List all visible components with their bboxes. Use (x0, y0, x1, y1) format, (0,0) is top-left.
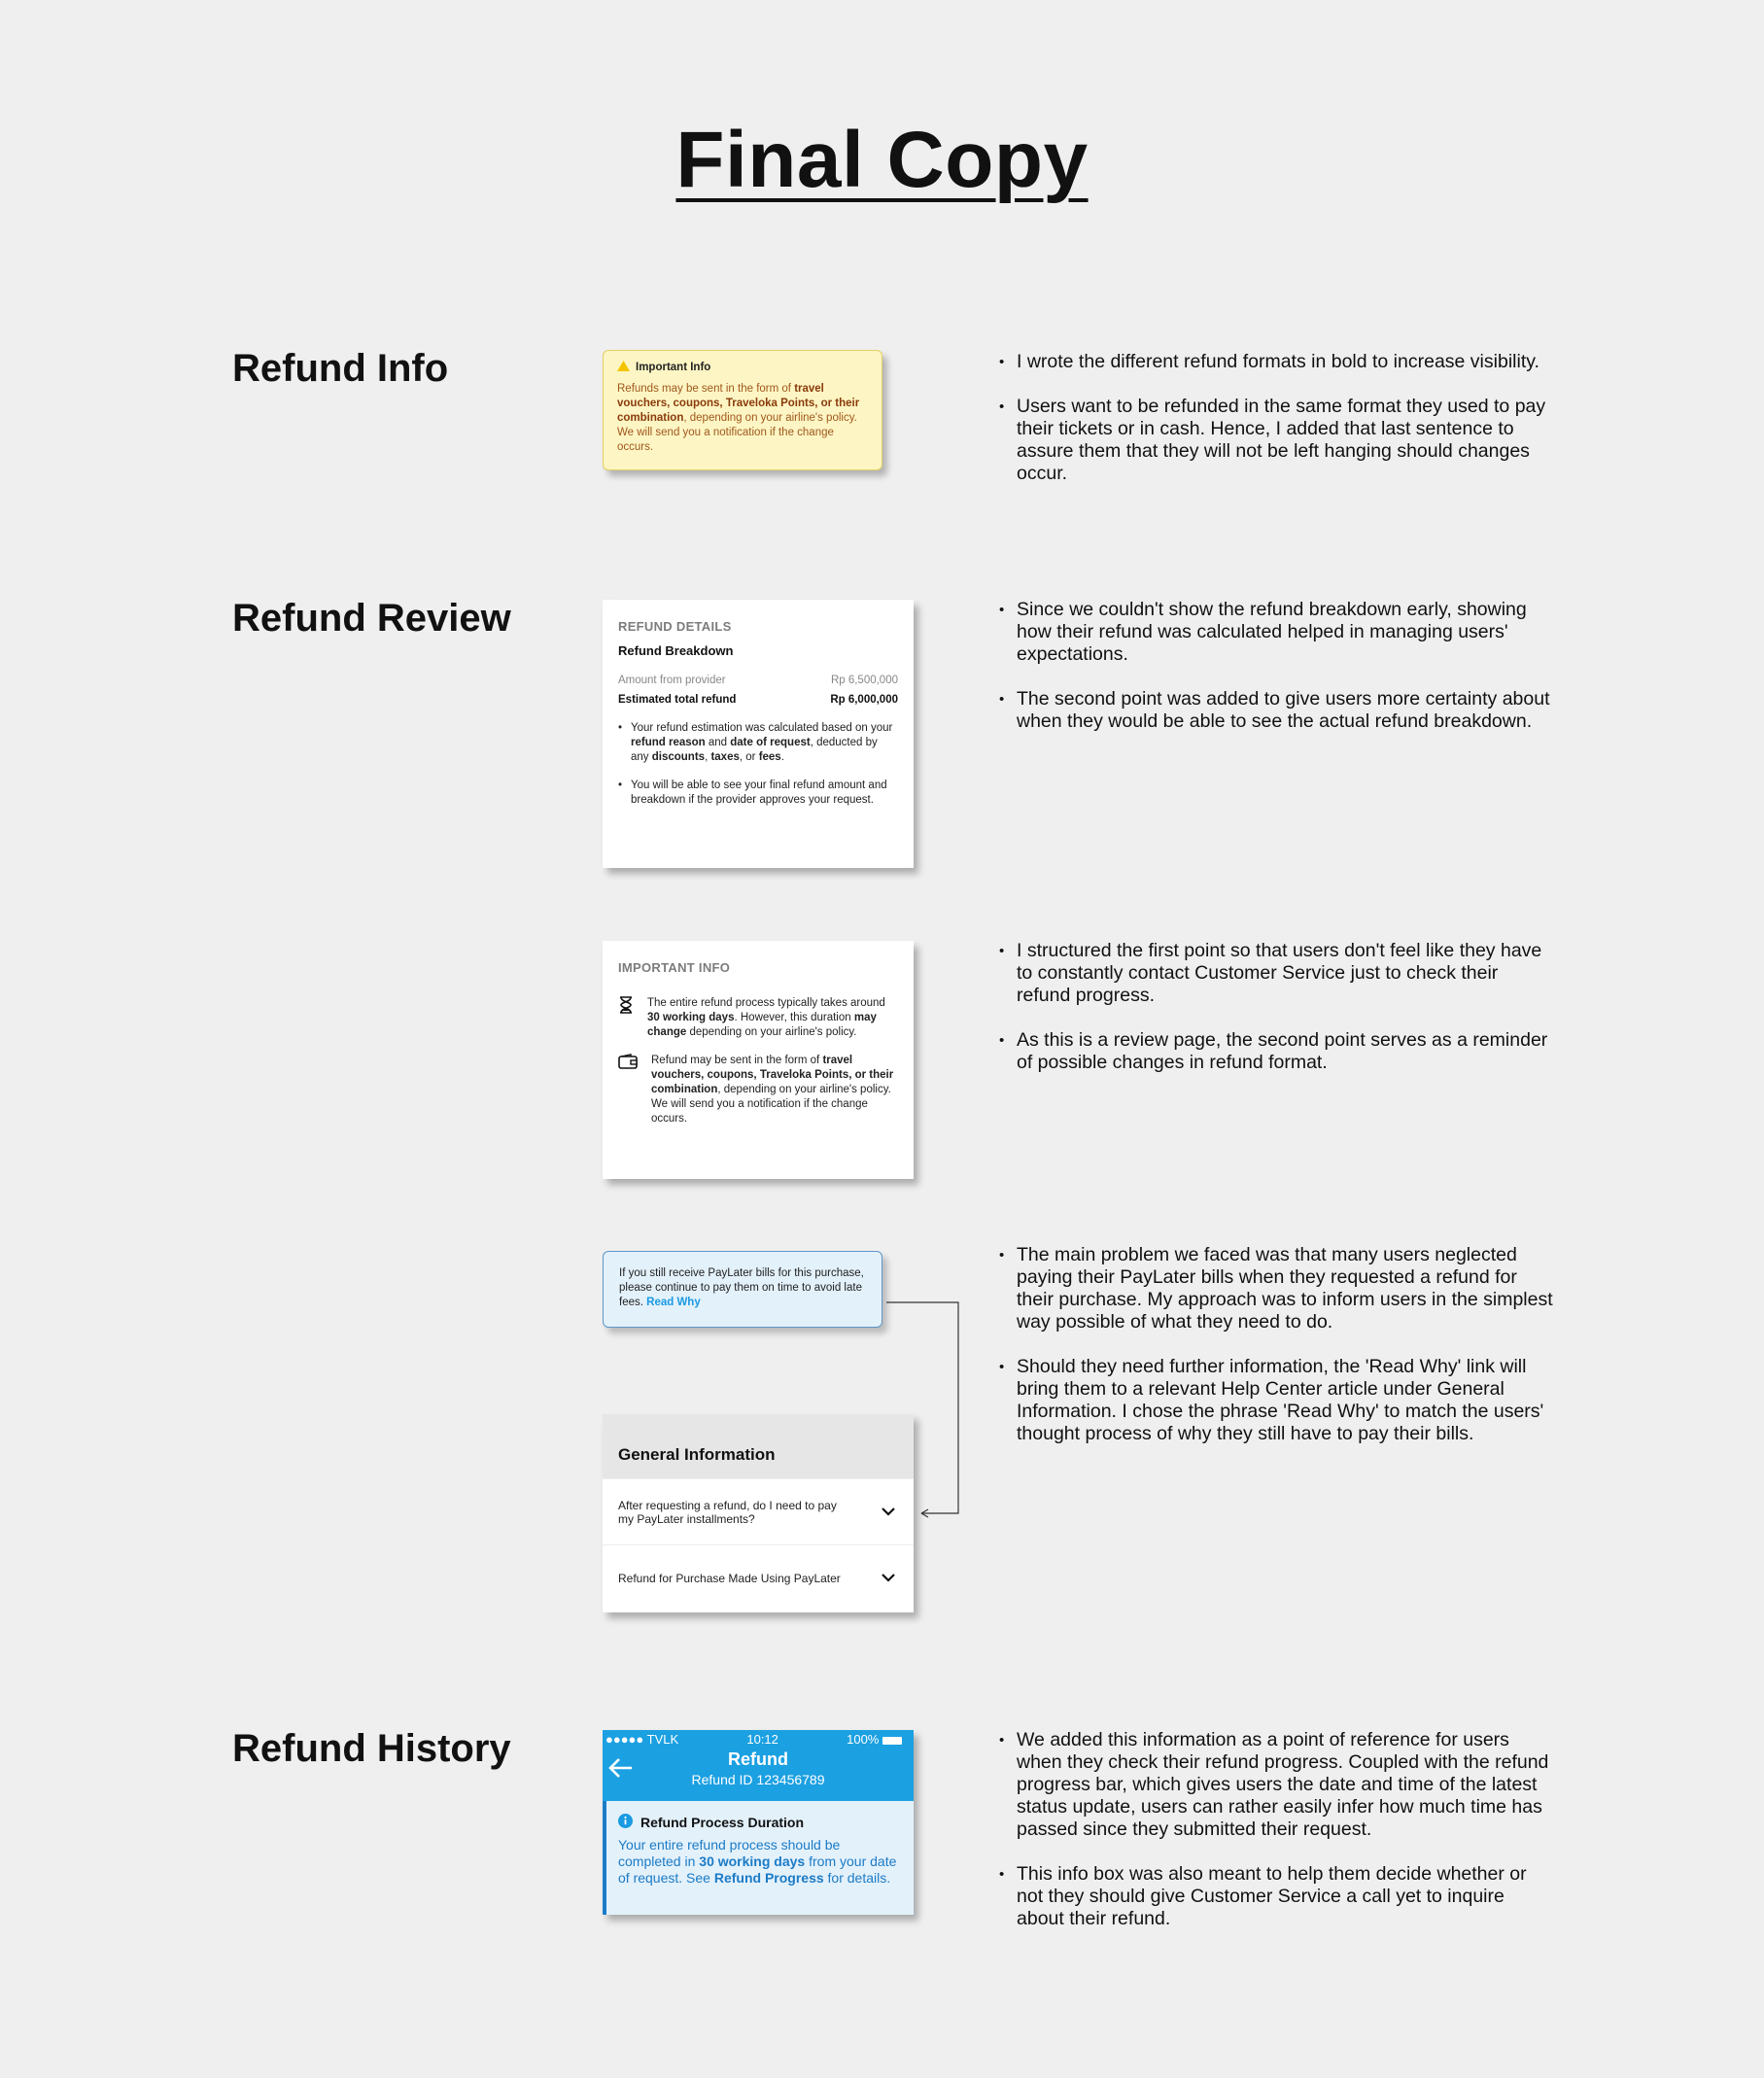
refund-history-notes (999, 1729, 1553, 1953)
important-info-item-duration (647, 996, 898, 1040)
note-bullet: • This info box was also meant to help them decide whether or not they should give Customer Service a call yet to inquire about their refund. (999, 1863, 1553, 1930)
text-run: , (705, 751, 711, 763)
text-run: , depending on your airline's policy. We will send you a notification if the change occurs. (651, 1084, 891, 1125)
warning-card-title: Important Info (636, 362, 711, 373)
warning-card-body (617, 382, 868, 455)
note-bullet: • Since we couldn't show the refund breakdown early, showing how their refund was calculated helped in managing users' expectations. (999, 599, 1553, 666)
bold-text: travel vouchers, coupons, Traveloka Points, or their combination (617, 383, 860, 424)
refund-details-bullet (618, 779, 898, 808)
bold-text: date of request (730, 737, 811, 748)
estimated-total-refund-value: Rp 6,000,000 (830, 694, 898, 706)
important-info-item-format (651, 1054, 898, 1126)
refund-history-phone-screen (603, 1730, 914, 1915)
note-bullet: • The second point was added to give users more certainty about when they would be able to see the actual refund breakdown. (999, 688, 1553, 733)
refund-review-notes-3 (999, 1244, 1553, 1468)
bold-text: 30 working days (647, 1012, 735, 1023)
faq-question: After requesting a refund, do I need to pay my PayLater installments? (618, 1498, 837, 1526)
text-run: . (780, 751, 784, 763)
faq-row-refund-paylater[interactable] (603, 1544, 914, 1610)
section-heading-refund-history: Refund History (232, 1727, 511, 1770)
note-bullet: • I wrote the different refund formats in bold to increase visibility. (999, 351, 1553, 373)
text-run: Your refund estimation was calculated based on your (631, 722, 893, 734)
battery-icon (882, 1737, 902, 1745)
section-heading-refund-info: Refund Info (232, 347, 449, 390)
bold-text: 30 working days (699, 1853, 806, 1869)
faq-question: Refund for Purchase Made Using PayLater (618, 1571, 841, 1585)
status-bar (603, 1730, 914, 1748)
bold-text: refund reason (631, 737, 706, 748)
chevron-down-icon[interactable] (881, 1506, 896, 1519)
estimated-total-refund-label: Estimated total refund (618, 694, 737, 706)
page-title: Final Copy (675, 116, 1089, 204)
text-run: for details. (823, 1870, 891, 1886)
text-run: and (705, 737, 731, 748)
text-run: , depending on your airline's policy. We will send you a notification if the change occurs. (617, 412, 857, 453)
important-info-section-label: IMPORTANT INFO (618, 960, 731, 975)
note-bullet: • As this is a review page, the second point serves as a reminder of possible changes in refund format. (999, 1029, 1553, 1074)
bold-text: discounts (651, 751, 706, 763)
refund-details-card (603, 600, 914, 868)
text-run: Your entire refund process should be completed in (618, 1837, 841, 1869)
refund-info-notes (999, 351, 1553, 507)
info-box-title: Refund Process Duration (640, 1815, 805, 1830)
screen-title: Refund (728, 1749, 788, 1769)
text-run: . However, this duration (734, 1012, 854, 1023)
bold-text: taxes (710, 751, 740, 763)
text-run: , deducted by any (631, 737, 878, 763)
clock: 10:12 (746, 1732, 778, 1747)
refund-details-bullet (618, 721, 898, 765)
app-header (603, 1730, 914, 1801)
note-bullet: • We added this information as a point of reference for users when they check their refund progress. Coupled with the refund progress bar, which gives users the date and time of the latest status update, users can rather easily infer how much time has passed since they submitted their request. (999, 1729, 1553, 1841)
hourglass-icon (618, 996, 634, 1040)
refund-id: Refund ID 123456789 (691, 1772, 825, 1787)
refund-review-notes-2 (999, 940, 1553, 1096)
text-run: from your date of request. See (618, 1853, 897, 1886)
text-run: depending on your airline's policy. (686, 1026, 857, 1038)
amount-from-provider-value: Rp 6,500,000 (830, 675, 898, 686)
info-box-body (618, 1837, 902, 1887)
general-information-card (603, 1414, 914, 1612)
bold-text: travel vouchers, coupons, Traveloka Points, or their combination (651, 1055, 894, 1095)
refund-details-bullets (618, 721, 898, 808)
text-run: , or (739, 751, 759, 763)
bold-text: fees (758, 751, 781, 763)
section-heading-refund-review: Refund Review (232, 597, 511, 640)
battery-indicator: 100% (847, 1732, 902, 1748)
amount-from-provider-label: Amount from provider (618, 675, 726, 686)
text-run: You will be able to see your final refund amount and breakdown if the provider approves your request. (631, 779, 887, 806)
warning-triangle-icon (617, 361, 630, 374)
wallet-icon (618, 1054, 638, 1126)
note-bullet: • The main problem we faced was that many users neglected paying their PayLater bills when they requested a refund for their purchase. My approach was to inform users in the simplest way possible of what they need to do. (999, 1244, 1553, 1333)
paylater-notice-text: If you still receive PayLater bills for this purchase, please continue to pay them on time to avoid late fees. (619, 1267, 864, 1308)
info-icon (618, 1814, 633, 1832)
chevron-down-icon[interactable] (881, 1572, 896, 1585)
important-info-warning-card (603, 350, 882, 470)
bold-text: Refund Progress (713, 1870, 824, 1886)
bold-text: may change (647, 1012, 877, 1038)
text-run: The entire refund process typically takes around (647, 997, 885, 1009)
read-why-link[interactable]: Read Why (646, 1297, 701, 1308)
text-run: Refunds may be sent in the form of (617, 383, 795, 395)
carrier-label: ●●●●● TVLK (605, 1732, 679, 1747)
note-bullet: • I structured the first point so that users don't feel like they have to constantly contact Customer Service just to check their refund progress. (999, 940, 1553, 1007)
note-bullet: • Users want to be refunded in the same format they used to pay their tickets or in cash. Hence, I added that last sentence to assure them that they will not be left hanging should changes occur. (999, 396, 1553, 485)
back-arrow-icon[interactable] (608, 1757, 634, 1784)
text-run: Refund may be sent in the form of (651, 1055, 823, 1066)
note-bullet: • Should they need further information, the 'Read Why' link will bring them to a relevant Help Center article under General Information. I chose the phrase 'Read Why' to match the users' thought process of why they still have to pay their bills. (999, 1356, 1553, 1445)
faq-row-paylater-installments[interactable] (603, 1478, 914, 1544)
paylater-notice-card (603, 1251, 882, 1328)
refund-details-section-label: REFUND DETAILS (618, 619, 732, 634)
important-info-card (603, 941, 914, 1179)
refund-breakdown-title: Refund Breakdown (618, 643, 734, 658)
general-information-title: General Information (603, 1414, 914, 1478)
refund-review-notes-1 (999, 599, 1553, 755)
refund-duration-info-box (603, 1801, 914, 1915)
